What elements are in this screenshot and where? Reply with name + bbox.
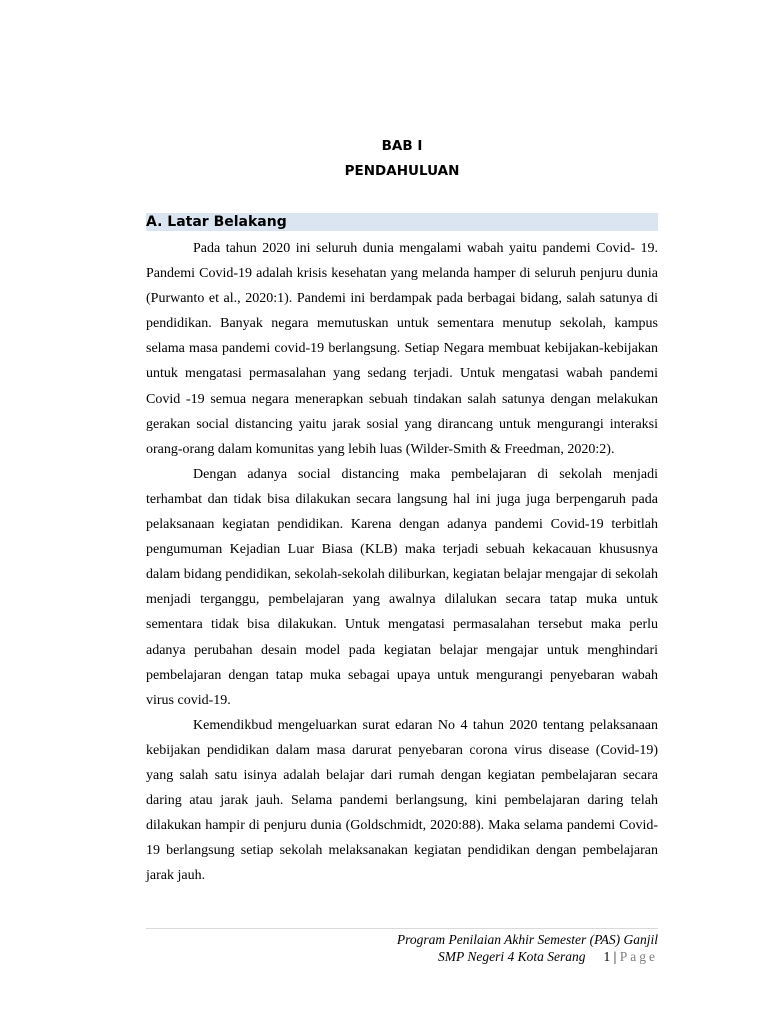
paragraph: Kemendikbud mengeluarkan surat edaran No 4 tahun 2020 tentang pelaksanaan kebijakan pendidikan dalam masa darurat penyebaran corona virus disease (Covid-19) yang salah satu isinya adalah belajar dari rumah dengan kegiatan pembelajaran secara daring atau jarak jauh. Selama pandemi berlangsung, kini pembelajaran daring telah dilakukan hampir di penjuru dunia (Goldschmidt, 2020:88). Maka selama pandemi Covid-19 berlangsung setiap sekolah melaksanakan kegiatan pendidikan dengan pembelajaran jarak jauh. bbox=[146, 717, 658, 884]
section-heading: A. Latar Belakang bbox=[146, 213, 658, 231]
footer-school-line bbox=[146, 948, 658, 965]
paragraph: Dengan adanya social distancing maka pembelajaran di sekolah menjadi terhambat dan tidak bisa dilakukan secara langsung hal ini juga juga berpengaruh pada pelaksanaan kegiatan pendidikan. Karena dengan adanya pandemi Covid-19 terbitlah pengumuman Kejadian Luar Biasa (KLB) maka terjadi sebuah kekacauan khususnya dalam bidang pendidikan, sekolah-sekolah diliburkan, kegiatan belajar mengajar di sekolah menjadi terganggu, pembelajaran yang awalnya dilalukan secara tatap muka untuk sementara tidak bisa dilakukan. Untuk mengatasi permasalahan tersebut maka perlu adanya perubahan desain model pada kegiatan belajar mengajar untuk menghindari pembelajaran dengan tatap muka sebagai upaya untuk mengurangi penyebaran wabah virus covid-19. bbox=[146, 466, 658, 708]
page-separator: | bbox=[610, 949, 620, 964]
chapter-number: BAB I bbox=[381, 138, 423, 154]
footer-program-title: Program Penilaian Akhir Semester (PAS) Ganjil bbox=[396, 932, 658, 947]
page-footer bbox=[146, 931, 658, 965]
paragraph: Pada tahun 2020 ini seluruh dunia mengalami wabah yaitu pandemi Covid- 19. Pandemi Covid-19 adalah krisis kesehatan yang melanda hamper di seluruh penjuru dunia (Purwanto et al., 2020:1). Pandemi ini berdampak pada berbagai bidang, salah satunya di pendidikan. Banyak negara memutuskan untuk sementara menutup sekolah, kampus selama masa pandemi covid-19 berlangsung. Setiap Negara membuat kebijakan-kebijakan untuk mengatasi permasalahan yang sedang terjadi. Untuk mengatasi wabah pandemi Covid -19 semua negara menerapkan sebuah tindakan salah satunya dengan melakukan gerakan social distancing yaitu jarak sosial yang dirancang untuk mengurangi interaksi orang-orang dalam komunitas yang lebih luas (Wilder-Smith & Freedman, 2020:2). bbox=[146, 241, 658, 457]
chapter-title: PENDAHULUAN bbox=[344, 163, 460, 179]
body-text bbox=[146, 236, 658, 888]
footer-divider bbox=[146, 928, 658, 929]
page-label: Page bbox=[619, 949, 658, 964]
page-number: 1 bbox=[603, 949, 611, 964]
footer-school-name: SMP Negeri 4 Kota Serang bbox=[438, 949, 586, 964]
